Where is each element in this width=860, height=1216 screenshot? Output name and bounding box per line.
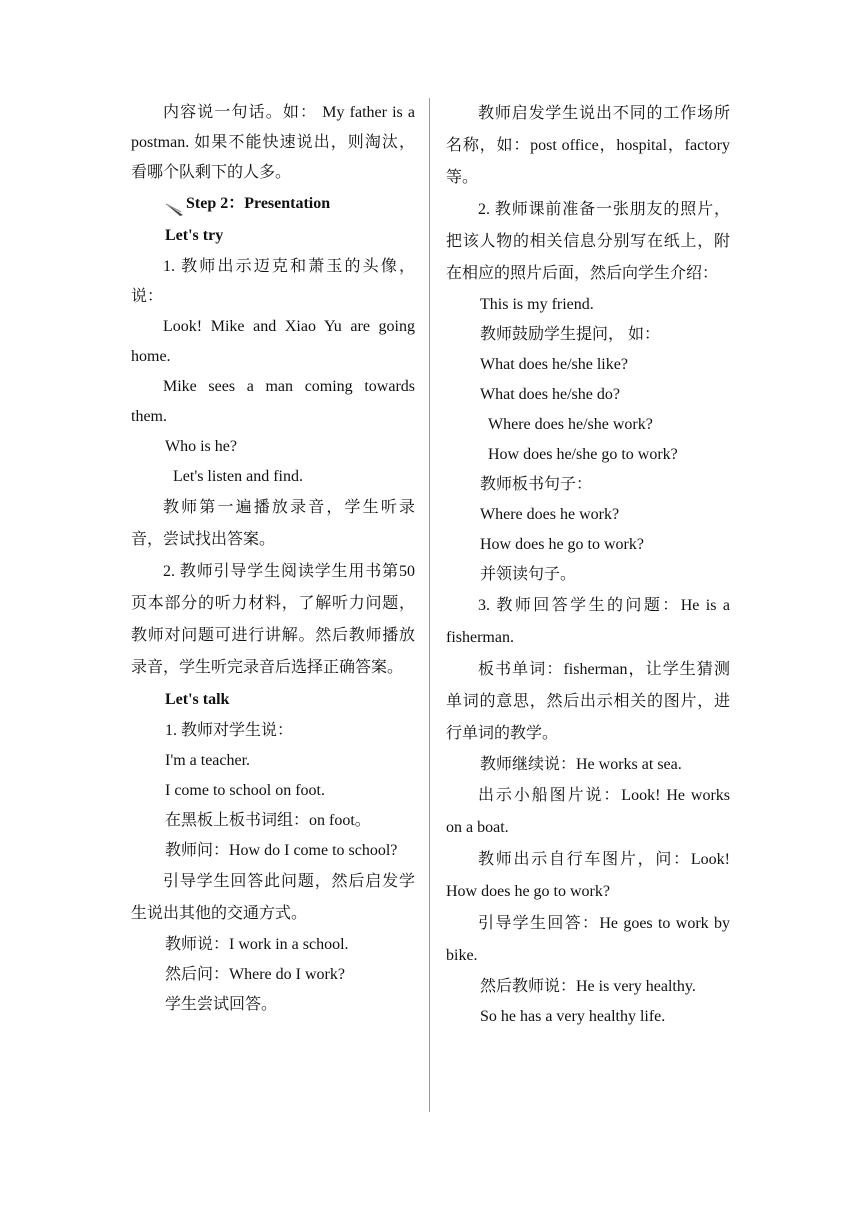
left-paragraph: Let's talk	[165, 691, 230, 708]
left-paragraph: 1. 教师对学生说：	[165, 722, 294, 739]
pen-icon	[165, 197, 185, 211]
left-paragraph: 教师说：I work in a school.	[165, 936, 349, 953]
right-paragraph: 教师板书句子：	[480, 476, 593, 493]
right-paragraph: 教师出示自行车图片，问：Look! How does he go to work?	[446, 851, 730, 900]
left-column	[131, 98, 415, 1020]
left-paragraph: 2. 教师引导学生阅读学生用书第50页本部分的听力材料，了解听力问题，教师对问题可进行讲解。然后教师播放录音，学生听完录音后选择正确答案。	[131, 563, 415, 676]
right-column	[446, 98, 730, 1032]
right-paragraph: 教师启发学生说出不同的工作场所名称，如：post office，hospital，factory等。	[446, 105, 730, 186]
right-paragraph: 并领读句子。	[480, 566, 577, 583]
left-paragraph: 学生尝试回答。	[165, 996, 278, 1013]
right-paragraph: So he has a very healthy life.	[480, 1008, 666, 1025]
right-paragraph: This is my friend.	[480, 296, 594, 313]
column-divider	[429, 98, 430, 1112]
left-paragraph: Let's listen and find.	[173, 468, 303, 485]
left-paragraph: 教师问：How do I come to school?	[165, 842, 398, 859]
left-paragraph: 然后问：Where do I work?	[165, 966, 345, 983]
right-paragraph: 板书单词：fisherman，让学生猜测单词的意思，然后出示相关的图片，进行单词的教学。	[446, 661, 730, 742]
step-heading: Step 2：Presentation	[186, 195, 331, 212]
left-paragraph: Let's try	[165, 227, 224, 244]
left-paragraph: 在黑板上板书词组：on foot。	[165, 812, 371, 829]
right-paragraph: Where does he/she work?	[488, 416, 653, 433]
right-paragraph: What does he/she like?	[480, 356, 628, 373]
left-paragraph: 引导学生回答此问题，然后启发学生说出其他的交通方式。	[131, 873, 415, 922]
right-paragraph: How does he/she go to work?	[488, 446, 678, 463]
right-paragraph: 2. 教师课前准备一张朋友的照片，把该人物的相关信息分别写在纸上，附在相应的照片后面，然后向学生介绍：	[446, 201, 730, 282]
right-paragraph: Where does he work?	[480, 506, 620, 523]
left-paragraph: 内容说一句话。如： My father is a postman. 如果不能快速说出，则淘汰，看哪个队剩下的人多。	[131, 104, 415, 181]
left-paragraph: Mike sees a man coming towards them.	[131, 378, 415, 425]
right-paragraph: 然后教师说：He is very healthy.	[480, 978, 696, 995]
right-paragraph: 出示小船图片说：Look! He works on a boat.	[446, 787, 730, 836]
left-paragraph: Look! Mike and Xiao Yu are going home.	[131, 318, 415, 365]
left-paragraph: I come to school on foot.	[165, 782, 325, 799]
left-paragraph: I'm a teacher.	[165, 752, 251, 769]
right-paragraph: How does he go to work?	[480, 536, 644, 553]
right-paragraph: 教师继续说：He works at sea.	[480, 756, 682, 773]
left-paragraph: 教师第一遍播放录音，学生听录音，尝试找出答案。	[131, 499, 415, 548]
right-paragraph: What does he/she do?	[480, 386, 620, 403]
right-paragraph: 教师鼓励学生提问， 如：	[480, 326, 661, 343]
left-paragraph: Who is he?	[165, 438, 237, 455]
right-paragraph: 3. 教师回答学生的问题：He is a fisherman.	[446, 597, 730, 646]
left-paragraph	[131, 188, 415, 220]
right-paragraph: 引导学生回答：He goes to work by bike.	[446, 915, 730, 964]
left-paragraph: 1. 教师出示迈克和萧玉的头像，说：	[131, 258, 415, 305]
